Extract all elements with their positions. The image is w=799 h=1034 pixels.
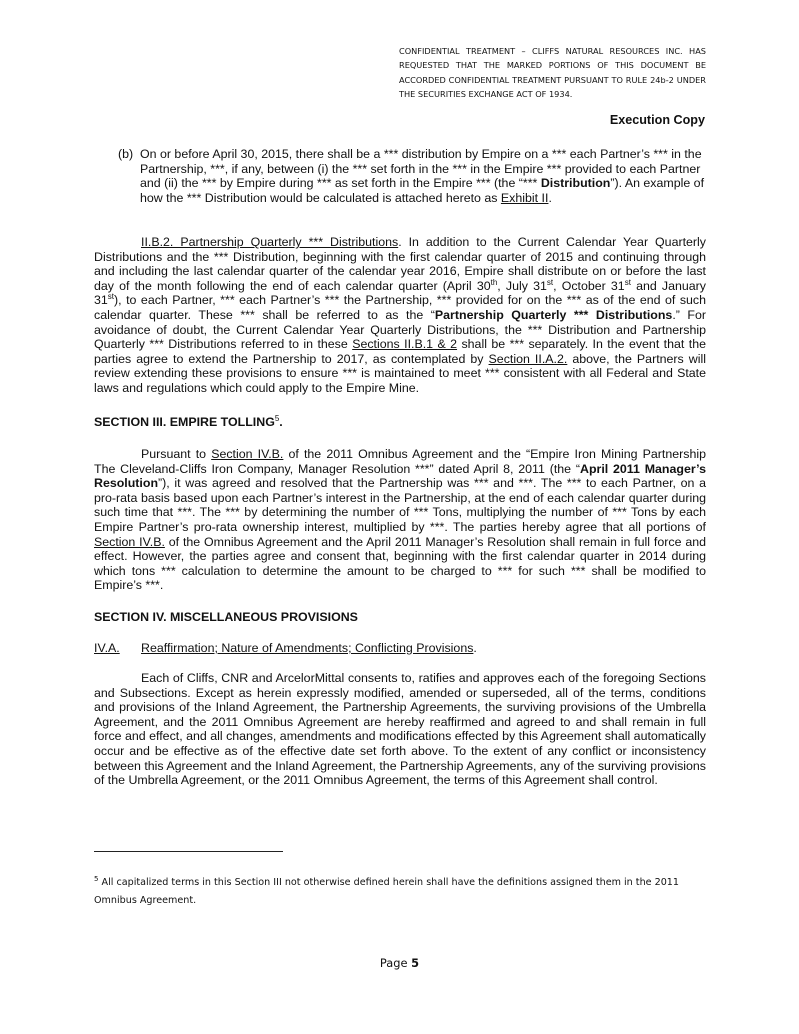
section-iva-heading: IV.A. Reaffirmation; Nature of Amendments; Conflicting Provisions. bbox=[94, 641, 477, 655]
defined-term: Distribution bbox=[540, 176, 611, 191]
section-iva-paragraph: Each of Cliffs, CNR and ArcelorMittal consents to, ratifies and approves each of the foregoing Sections and Subsections. Except as herein expressly modified, amended or superseded, all of the terms, conditions and provisions of the Inland Agreement, the Partnership Agreements, the surviving provisions of the Umbrella Agreement, and the 2011 Omnibus Agreement are hereby reaffirmed and agreed to and shall remain in full force and effect, and all changes, amendments and modifications effected by this Agreement shall automatically occur and be effective as of the effective date set forth above. To the extent of any conflict or inconsistency between this Agreement and the Inland Agreement, the Partnership Agreements, any of the surviving provisions of the Umbrella Agreement, or the 2011 Omnibus Agreement, the terms of this Agreement shall control. bbox=[94, 671, 706, 788]
section-reference: Section IV.B. bbox=[211, 447, 284, 461]
section-reference: Sections II.B.1 & 2 bbox=[352, 337, 458, 352]
section-iva-label: IV.A. bbox=[94, 641, 120, 655]
section-iii-heading: SECTION III. EMPIRE TOLLING$^5$. bbox=[94, 414, 283, 429]
section-iv-heading: SECTION IV. MISCELLANEOUS PROVISIONS bbox=[94, 610, 358, 624]
section-reference: Section IV.B. bbox=[94, 534, 165, 549]
execution-copy-label: Execution Copy bbox=[609, 113, 705, 127]
footnote-number: 5 bbox=[94, 875, 99, 883]
item-b bbox=[118, 147, 706, 205]
section-iib2-title: II.B.2. Partnership Quarterly *** Distributions bbox=[141, 235, 399, 249]
section-reference: Section II.A.2. bbox=[488, 351, 568, 366]
page-number: Page 5 bbox=[379, 956, 420, 970]
defined-term: April 2011 Manager’s Resolution bbox=[94, 461, 706, 491]
section-iib2-paragraph: II.B.2. Partnership Quarterly *** Distributions. In addition to the Current Calendar Year Quarterly Distributions and the *** Distribution, beginning with the first calendar quarter of 2015 and continuing through and including the last calendar quarter of the calendar year 2016, Empire shall distribute on or before the last day of the month following the end of each calendar quarter (April 30th, July 31st, October 31st and January 31st), to each Partner, *** each Partner’s *** the Partnership, *** provided for on the *** as of the end of such calendar quarter. These *** shall be referred to as the “Partnership Quarterly *** Distributions.” For avoidance of doubt, the Current Calendar Year Quarterly Distributions, the *** Distribution and Partnership Quarterly *** Distributions referred to in these Sections II.B.1 & 2 shall be *** separately. In the event that the parties agree to extend the Partnership to 2017, as contemplated by Section II.A.2. above, the Partners will review extending these provisions to ensure *** is maintained to meet *** consistent with all Federal and State laws and regulations which could apply to the Empire Mine. bbox=[94, 235, 707, 395]
footnote-separator bbox=[94, 851, 283, 852]
confidential-treatment-notice: CONFIDENTIAL TREATMENT – CLIFFS NATURAL RESOURCES INC. HAS REQUESTED THAT THE MARKED PORTIONS OF THIS DOCUMENT BE ACCORDED CONFIDENTIAL TREATMENT PURSUANT TO RULE 24b-2 UNDER THE SECURITIES EXCHANGE ACT OF 1934. bbox=[399, 46, 706, 100]
defined-term: Partnership Quarterly *** Distributions bbox=[434, 307, 673, 322]
item-b-label: (b) bbox=[118, 147, 134, 161]
section-iva-title: Reaffirmation; Nature of Amendments; Conflicting Provisions bbox=[141, 641, 474, 655]
footnote-ref: 5 bbox=[274, 414, 280, 423]
exhibit-reference: Exhibit II bbox=[500, 190, 549, 205]
footnote bbox=[94, 874, 706, 909]
item-b-text: On or before April 30, 2015, there shall be a *** distribution by Empire on a *** each Partner’s *** in the Partnership, ***, if any, between (i) the *** set forth in the *** in the Empire *** provided to each Partner and (ii) the *** by Empire during *** as set forth in the Empire *** (the “*** Distribution”). An example of how the *** Distribution would be calculated is attached hereto as Exhibit II. bbox=[140, 147, 705, 205]
section-iii-paragraph: Pursuant to Section IV.B. of the 2011 Omnibus Agreement and the “Empire Iron Mining Partnership The Cleveland-Cliffs Iron Company, Manager Resolution ***” dated April 8, 2011 (the “April 2011 Manager’s Resolution”), it was agreed and resolved that the Partnership was *** and ***. The *** to each Partner, on a pro-rata basis based upon each Partner’s interest in the Partnership, at the end of each calendar quarter during such time that ***. The *** by determining the number of *** Tons, multiplying the number of *** Tons by each Empire Partner’s pro-rata ownership interest, multiplied by ***. The parties hereby agree that all portions of Section IV.B. of the Omnibus Agreement and the April 2011 Manager’s Resolution shall remain in full force and effect. However, the parties agree and consent that, beginning with the first calendar quarter in 2014 during which tons *** calculation to determine the amount to be charged to *** for such *** shall be modified to Empire’s ***. bbox=[94, 447, 706, 593]
footnote-text: All capitalized terms in this Section III not otherwise defined herein shall have the definitions assigned them in the 2011 Omnibus Agreement. bbox=[94, 877, 680, 906]
